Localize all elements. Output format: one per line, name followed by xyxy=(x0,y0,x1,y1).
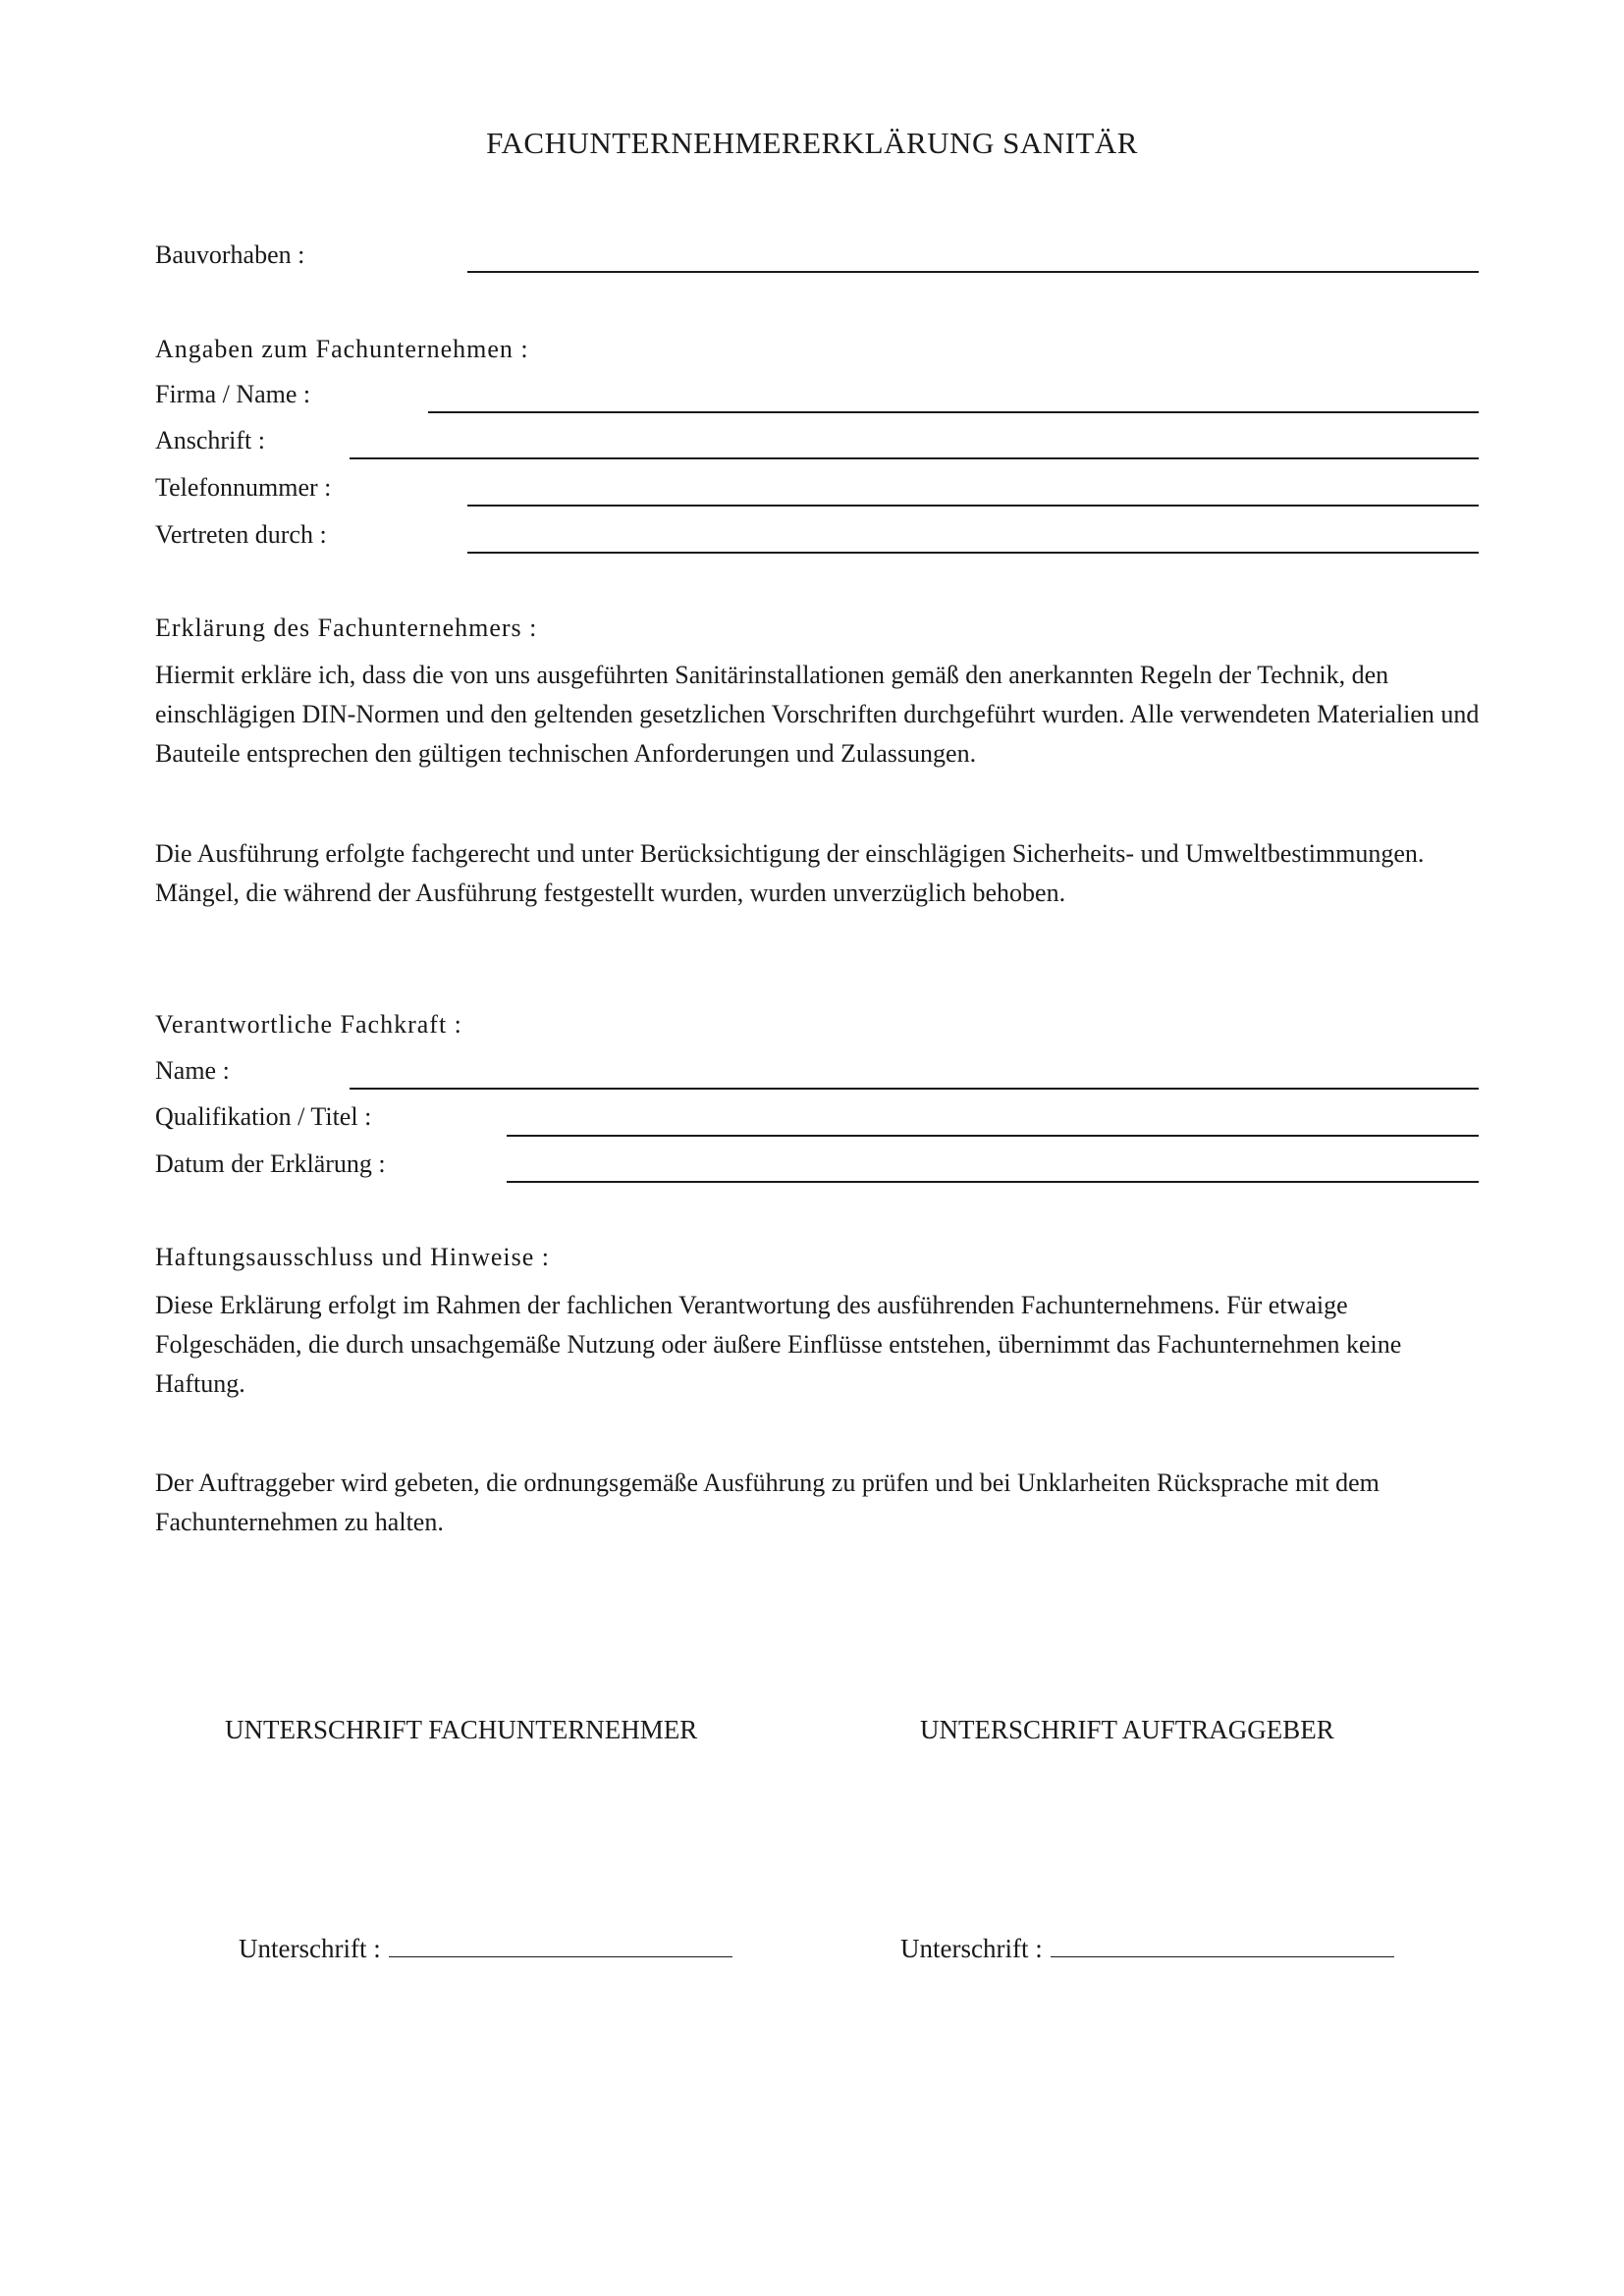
company-representative-label: Vertreten durch : xyxy=(155,520,327,549)
document-title: FACHUNTERNEHMERERKLÄRUNG SANITÄR xyxy=(486,126,1138,160)
disclaimer-paragraph-2: Der Auftraggeber wird gebeten, die ordnungsgemäße Ausführung zu prüfen und bei Unklarheiten Rücksprache mit dem Fachunternehmen zu halten. xyxy=(155,1468,1380,1536)
bauvorhaben-field-line[interactable] xyxy=(467,271,1479,273)
client-signature-field[interactable] xyxy=(1051,1935,1394,1957)
declaration-paragraph-2: Die Ausführung erfolgte fachgerecht und unter Berücksichtigung der einschlägigen Sicherheits- und Umweltbestimmungen. Mängel, die während der Ausführung festgestellt wurden, wurden unverzüglich behoben. xyxy=(155,839,1425,907)
company-representative-field-line[interactable] xyxy=(467,552,1479,554)
specialist-name-label: Name : xyxy=(155,1056,230,1085)
declaration-paragraph-1: Hiermit erkläre ich, dass die von uns ausgeführten Sanitärinstallationen gemäß den anerkannten Regeln der Technik, den einschlägigen DIN-Normen und den geltenden gesetzlichen Vorschriften durchgeführt wurden. Alle verwendeten Materialien und Bauteile entsprechen den gültigen technischen Anforderungen und Zulassungen. xyxy=(155,661,1480,768)
contractor-signature-label: Unterschrift : xyxy=(239,1934,381,1963)
company-address-label: Anschrift : xyxy=(155,426,265,454)
bauvorhaben-label: Bauvorhaben : xyxy=(155,240,305,269)
company-name-label: Firma / Name : xyxy=(155,380,311,408)
contractor-signature-heading: UNTERSCHRIFT FACHUNTERNEHMER xyxy=(225,1715,698,1744)
specialist-qualification-field-line[interactable] xyxy=(507,1135,1479,1137)
disclaimer-section-heading: Haftungsausschluss und Hinweise : xyxy=(155,1243,551,1271)
company-section-heading: Angaben zum Fachunternehmen : xyxy=(155,335,529,363)
company-address-field-line[interactable] xyxy=(350,457,1479,459)
company-name-field-line[interactable] xyxy=(428,411,1479,413)
specialist-name-field-line[interactable] xyxy=(350,1088,1479,1090)
specialist-date-label: Datum der Erklärung : xyxy=(155,1149,386,1178)
specialist-qualification-label: Qualifikation / Titel : xyxy=(155,1102,372,1131)
company-phone-field-line[interactable] xyxy=(467,505,1479,507)
specialist-date-field-line[interactable] xyxy=(507,1181,1479,1183)
disclaimer-paragraph-1: Diese Erklärung erfolgt im Rahmen der fachlichen Verantwortung des ausführenden Fachunternehmens. Für etwaige Folgeschäden, die durch unsachgemäße Nutzung oder äußere Einflüsse entstehen, übernimmt das Fachunternehmen keine Haftung. xyxy=(155,1291,1402,1398)
contractor-signature-field[interactable] xyxy=(389,1935,732,1957)
declaration-section-heading: Erklärung des Fachunternehmers : xyxy=(155,614,538,642)
client-signature-row xyxy=(900,1932,1394,1965)
company-phone-label: Telefonnummer : xyxy=(155,473,332,502)
client-signature-heading: UNTERSCHRIFT AUFTRAGGEBER xyxy=(920,1715,1334,1744)
client-signature-label: Unterschrift : xyxy=(900,1934,1043,1963)
contractor-signature-row xyxy=(239,1932,732,1965)
specialist-section-heading: Verantwortliche Fachkraft : xyxy=(155,1010,462,1039)
